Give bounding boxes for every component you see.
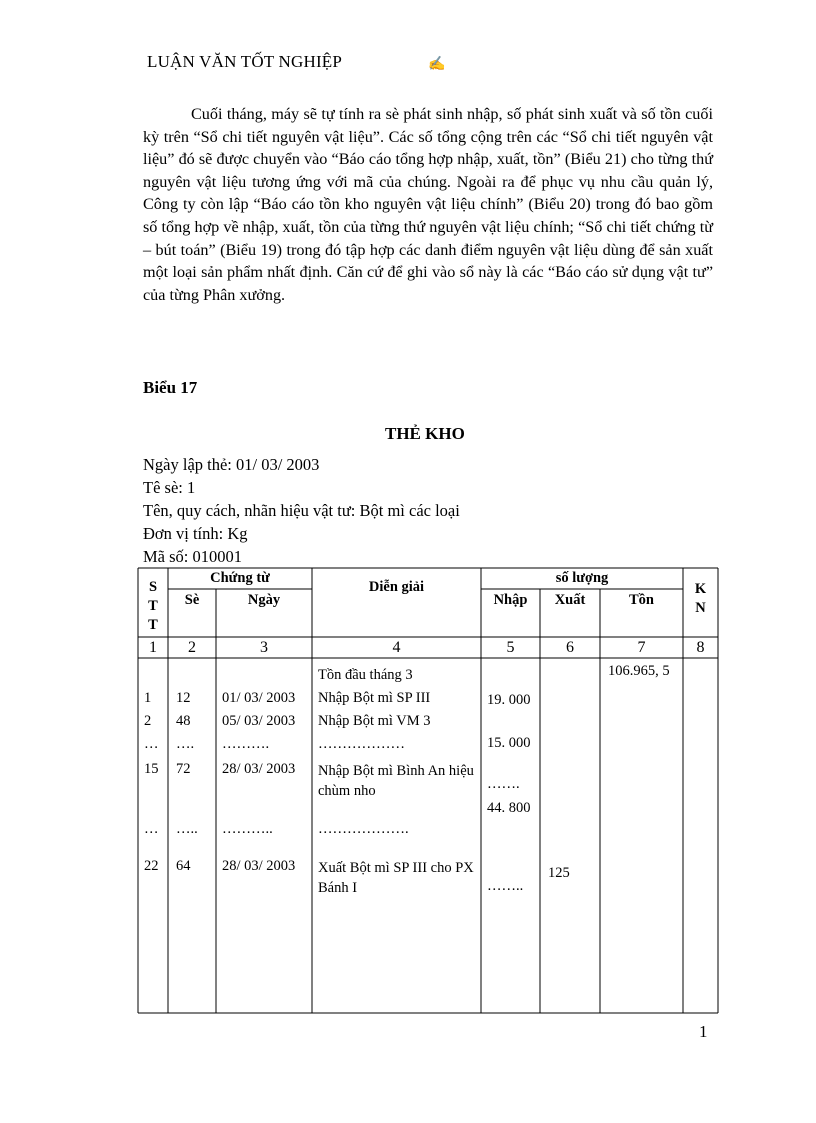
card-title: THẺ KHO — [385, 424, 465, 443]
ngay-cell: 01/ 03/ 2003 — [222, 690, 296, 706]
meta-item: Tên, quy cách, nhãn hiệu vật tư: Bột mì các loại — [143, 501, 460, 520]
body-paragraph: Cuối tháng, máy sẽ tự tính ra sè phát sinh nhập, số phát sinh xuất và số tồn cuối kỳ trên “Sổ chi tiết nguyên vật liệu”. Các số tổng cộng trên các “Sổ chi tiết nguyên vật liệu” đó sẽ được chuyển vào “Báo cáo tổng hợp nhập, xuất, tồn” (Biểu 21) cho từng thứ nguyên vật liệu tương ứng với mã của chúng. Ngoài ra để phục vụ nhu cầu quản lý, Công ty còn lập “Báo cáo tồn kho nguyên vật liệu chính” (Biểu 20) trong đó bao gồm số tổng hợp về nhập, xuất, tồn của từng thứ nguyên vật liệu chính; “Sổ chi tiết chứng từ – bút toán” (Biểu 19) trong đó tập hợp các danh điểm nguyên vật liệu dùng để sản xuất một loại sản phẩm nhất định. Căn cứ để ghi vào sổ này là các “Báo cáo sử dụng vật tư” của từng Phân xưởng. — [143, 105, 713, 304]
header-kn-k: K — [694, 581, 707, 597]
ngay-cell: 05/ 03/ 2003 — [222, 713, 296, 729]
stt-cell: … — [144, 821, 159, 837]
se-cell: 64 — [176, 858, 191, 874]
se-cell: …. — [176, 736, 195, 752]
dien-giai-cell: ……………… — [318, 736, 405, 752]
header-so-luong: số lượng — [555, 570, 609, 586]
se-cell: 72 — [176, 761, 191, 777]
col-number: 5 — [506, 639, 515, 656]
header-stt — [140, 578, 166, 635]
dien-giai-cell: Xuất Bột mì SP III cho PX Bánh I — [318, 860, 474, 896]
ngay-cell: ……….. — [222, 821, 273, 837]
header-dien-giai: Diễn giải — [368, 579, 425, 595]
stt-cell: 2 — [144, 713, 152, 729]
header-stt-s: S — [148, 579, 158, 595]
header-xuat: Xuất — [554, 592, 586, 608]
col-number: 7 — [637, 639, 646, 656]
stt-cell: 1 — [144, 690, 152, 706]
meta-date: Ngày lập thẻ: 01/ 03/ 2003 — [143, 455, 320, 474]
bieu-label: Biểu 17 — [143, 378, 198, 397]
meta-code: Mã số: 010001 — [143, 547, 242, 566]
page-number: 1 — [699, 1022, 708, 1041]
header-stt-t2: T — [148, 617, 158, 633]
meta-number: Tê sè: 1 — [143, 478, 196, 497]
dien-giai-cell: Nhập Bột mì VM 3 — [318, 713, 431, 729]
header-kn — [683, 580, 718, 618]
header-title: LUẬN VĂN TỐT NGHIỆP — [147, 52, 343, 71]
dien-giai-cell: ………………. — [318, 821, 409, 837]
header-ton: Tồn — [629, 592, 654, 608]
col-number: 8 — [696, 639, 705, 656]
nhap-cell: 44. 800 — [487, 800, 531, 816]
se-cell: 12 — [176, 690, 191, 706]
writing-hand-icon: ✍ — [428, 57, 446, 72]
dien-giai-cell: Nhập Bột mì Bình An hiệu chùm nho — [318, 763, 474, 799]
nhap-cell: 15. 000 — [487, 735, 531, 751]
se-cell: ….. — [176, 821, 198, 837]
col-number: 6 — [566, 639, 574, 656]
stt-cell: 15 — [144, 761, 159, 777]
xuat-cell: 125 — [548, 865, 570, 881]
header-chung-tu: Chứng từ — [210, 570, 270, 586]
nhap-cell: 19. 000 — [487, 692, 531, 708]
dien-giai-cell: Nhập Bột mì SP III — [318, 690, 431, 706]
opening-description: Tồn đầu tháng 3 — [318, 667, 413, 683]
stt-cell: 22 — [144, 858, 159, 874]
opening-balance: 106.965, 5 — [608, 663, 670, 679]
nhap-cell: ……. — [487, 776, 520, 792]
col-number: 2 — [188, 639, 196, 656]
col-number: 1 — [149, 639, 157, 656]
ngay-cell: 28/ 03/ 2003 — [222, 761, 296, 777]
header-ngay: Ngày — [247, 592, 281, 608]
ngay-cell: 28/ 03/ 2003 — [222, 858, 296, 874]
header-nhap: Nhập — [493, 592, 528, 608]
header-se: Sè — [184, 592, 200, 608]
nhap-cell: …….. — [487, 878, 524, 894]
header-stt-t1: T — [148, 598, 158, 614]
ngay-cell: ………. — [222, 736, 270, 752]
meta-unit: Đơn vị tính: Kg — [143, 524, 248, 543]
col-number: 4 — [392, 639, 401, 656]
se-cell: 48 — [176, 713, 191, 729]
stt-cell: … — [144, 736, 159, 752]
col-number: 3 — [260, 639, 268, 656]
header-kn-n: N — [695, 600, 706, 616]
